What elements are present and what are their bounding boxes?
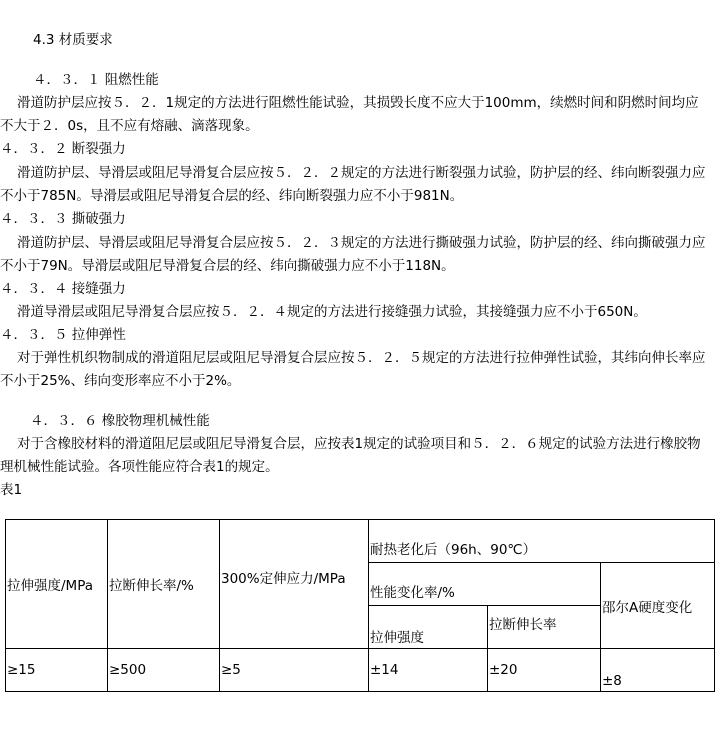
paragraph: 滑道防护层应按５．２．1规定的方法进行阻燃性能试验，其损毁长度不应大于100mm，续燃时间和阴燃时间均应 xyxy=(17,95,699,111)
cell-hardness: ±8 xyxy=(601,649,715,692)
header-tensile-strength: 拉伸强度/MPa xyxy=(6,520,108,649)
paragraph: 滑道防护层、导滑层或阻尼导滑复合层应按５．２．２规定的方法进行断裂强力试验，防护层的经、纬向断裂强力应 xyxy=(17,165,706,181)
cell-stress: ≥5 xyxy=(220,649,369,692)
header-sub-elongation: 拉断伸长率 xyxy=(488,606,601,649)
cell-aging-elongation: ±20 xyxy=(488,649,601,692)
header-sub-tensile: 拉伸强度 xyxy=(369,606,488,649)
paragraph: 理机械性能试验。各项性能应符合表1的规定。 xyxy=(0,459,279,475)
section-title: ４．３．４ 接缝强力 xyxy=(0,281,126,297)
paragraph: 滑道防护层、导滑层或阻尼导滑复合层应按５．２．３规定的方法进行撕破强力试验，防护层的经、纬向撕破强力应 xyxy=(17,235,706,251)
section-heading: 4.3 材质要求 xyxy=(33,32,113,48)
header-300-stress: 300%定伸应力/MPa xyxy=(220,520,369,649)
header-change-rate: 性能变化率/% xyxy=(369,563,601,606)
section-title: ４．３．５ 拉伸弹性 xyxy=(0,327,126,343)
section-title: ４．３．３ 撕破强力 xyxy=(0,211,126,227)
section-title: ４．３．２ 断裂强力 xyxy=(0,141,126,157)
section-title: ４．３．６ 橡胶物理机械性能 xyxy=(30,413,210,429)
section-title: ４．３．１ 阻燃性能 xyxy=(33,72,159,88)
paragraph: 对于弹性机织物制成的滑道阻尼层或阻尼导滑复合层应按５．２．５规定的方法进行拉伸弹性试验，其纬向伸长率应 xyxy=(17,350,706,366)
table-row xyxy=(6,649,715,692)
cell-tensile: ≥15 xyxy=(6,649,108,692)
header-elongation: 拉断伸长率/% xyxy=(108,520,220,649)
paragraph: 对于含橡胶材料的滑道阻尼层或阻尼导滑复合层，应按表1规定的试验项目和５．２．６规定的试验方法进行橡胶物 xyxy=(17,436,701,452)
paragraph: 不小于25%、纬向变形率应不小于2%。 xyxy=(0,373,241,389)
cell-aging-tensile: ±14 xyxy=(369,649,488,692)
header-hardness-change: 邵尔A硬度变化 xyxy=(601,563,715,649)
paragraph: 不小于785N。导滑层或阻尼导滑复合层的经、纬向断裂强力应不小于981N。 xyxy=(0,188,464,204)
paragraph: 不大于２．0s，且不应有熔融、滴落现象。 xyxy=(0,118,259,134)
table-label: 表1 xyxy=(0,482,23,498)
requirements-table xyxy=(5,519,715,692)
cell-elongation: ≥500 xyxy=(108,649,220,692)
header-heat-aging: 耐热老化后（96h、90℃） xyxy=(369,520,715,563)
paragraph: 不小于79N。导滑层或阻尼导滑复合层的经、纬向撕破强力应不小于118N。 xyxy=(0,258,455,274)
paragraph: 滑道导滑层或阻尼导滑复合层应按５．２．４规定的方法进行接缝强力试验，其接缝强力应不小于650N。 xyxy=(17,304,647,320)
